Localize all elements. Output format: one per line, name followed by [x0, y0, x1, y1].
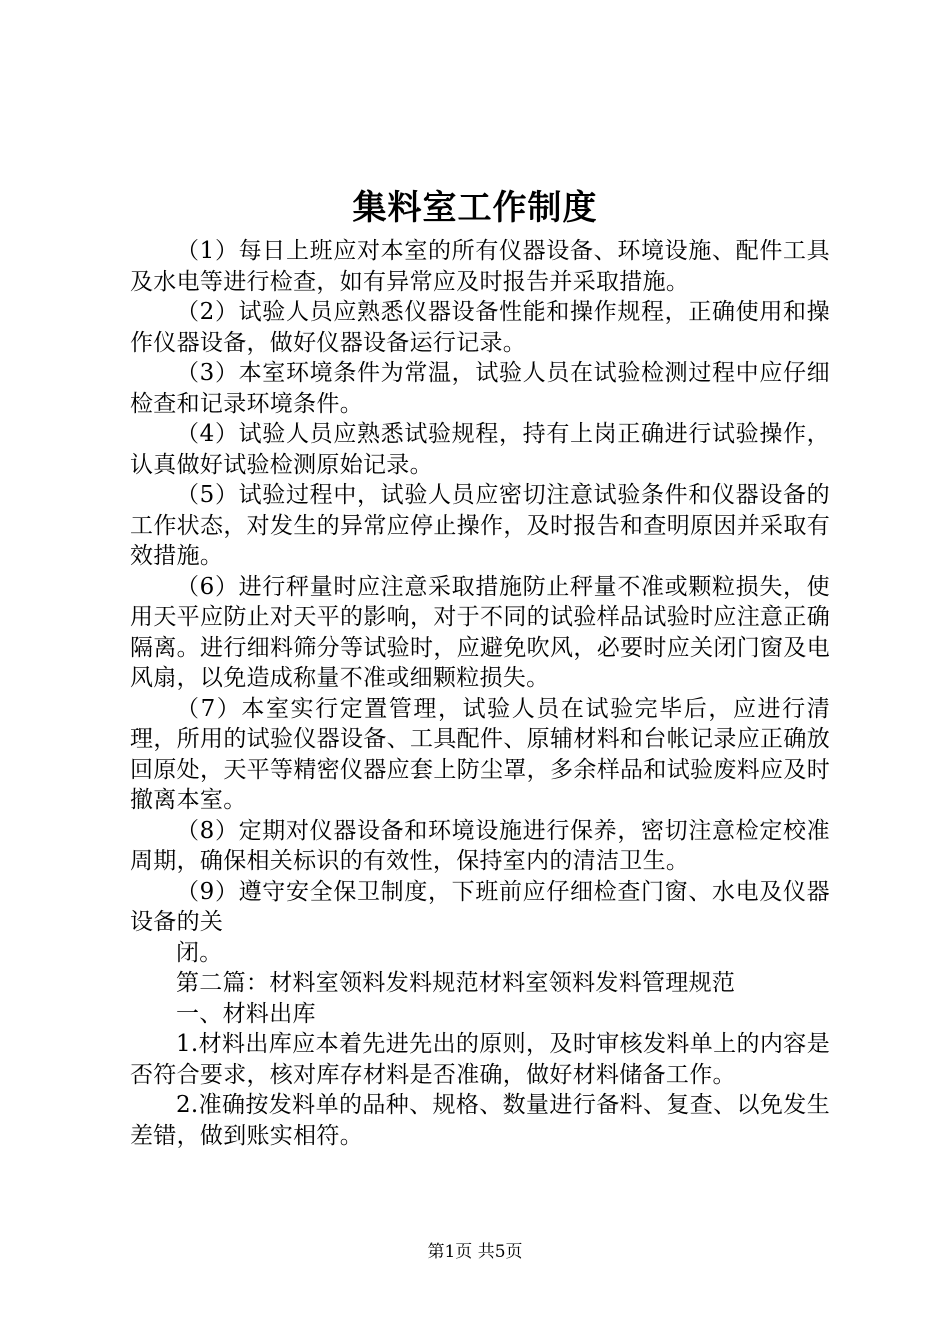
paragraph-outbound-1: 1.材料出库应本着先进先出的原则，及时审核发料单上的内容是否符合要求，核对库存材料是否准确，做好材料储备工作。: [130, 1031, 830, 1088]
paragraph-5: （5）试验过程中，试验人员应密切注意试验条件和仪器设备的工作状态，对发生的异常应停止操作，及时报告和查明原因并采取有效措施。: [130, 482, 830, 569]
paragraph-8: （8）定期对仪器设备和环境设施进行保养，密切注意检定校准周期，确保相关标识的有效性，保持室内的清洁卫生。: [130, 817, 830, 874]
paragraph-3: （3）本室环境条件为常温，试验人员在试验检测过程中应仔细检查和记录环境条件。: [130, 360, 830, 417]
paragraph-1: （1）每日上班应对本室的所有仪器设备、环境设施、配件工具及水电等进行检查，如有异常应及时报告并采取措施。: [130, 238, 830, 295]
paragraph-2: （2）试验人员应熟悉仪器设备性能和操作规程，正确使用和操作仪器设备，做好仪器设备运行记录。: [130, 299, 830, 356]
paragraph-6: （6）进行秤量时应注意采取措施防止秤量不准或颗粒损失，使用天平应防止对天平的影响，对于不同的试验样品试验时应注意正确隔离。进行细料筛分等试验时，应避免吹风，必要时应关闭门窗及电风扇，以免造成称量不准或细颗粒损失。: [130, 573, 830, 691]
section-heading-material-outbound: 一、材料出库: [176, 1000, 316, 1027]
paragraph-7: （7）本室实行定置管理，试验人员在试验完毕后，应进行清理，所用的试验仪器设备、工具配件、原辅材料和台帐记录应正确放回原处，天平等精密仪器应套上防尘罩，多余样品和试验废料应及时撤离本室。: [130, 695, 830, 813]
paragraph-9: （9）遵守安全保卫制度，下班前应仔细检查门窗、水电及仪器设备的关: [130, 878, 830, 935]
paragraph-9-continued: 闭。: [176, 939, 223, 966]
paragraph-4: （4）试验人员应熟悉试验规程，持有上岗正确进行试验操作，认真做好试验检测原始记录。: [130, 421, 830, 478]
page-number-footer: 第1页 共5页: [427, 1242, 523, 1262]
page-title: 集料室工作制度: [352, 188, 598, 228]
paragraph-outbound-2: 2.准确按发料单的品种、规格、数量进行备料、复查、以免发生差错，做到账实相符。: [130, 1092, 830, 1149]
document-body: [130, 236, 830, 1151]
section-heading-part-two: 第二篇：材料室领料发料规范材料室领料发料管理规范: [176, 970, 736, 996]
